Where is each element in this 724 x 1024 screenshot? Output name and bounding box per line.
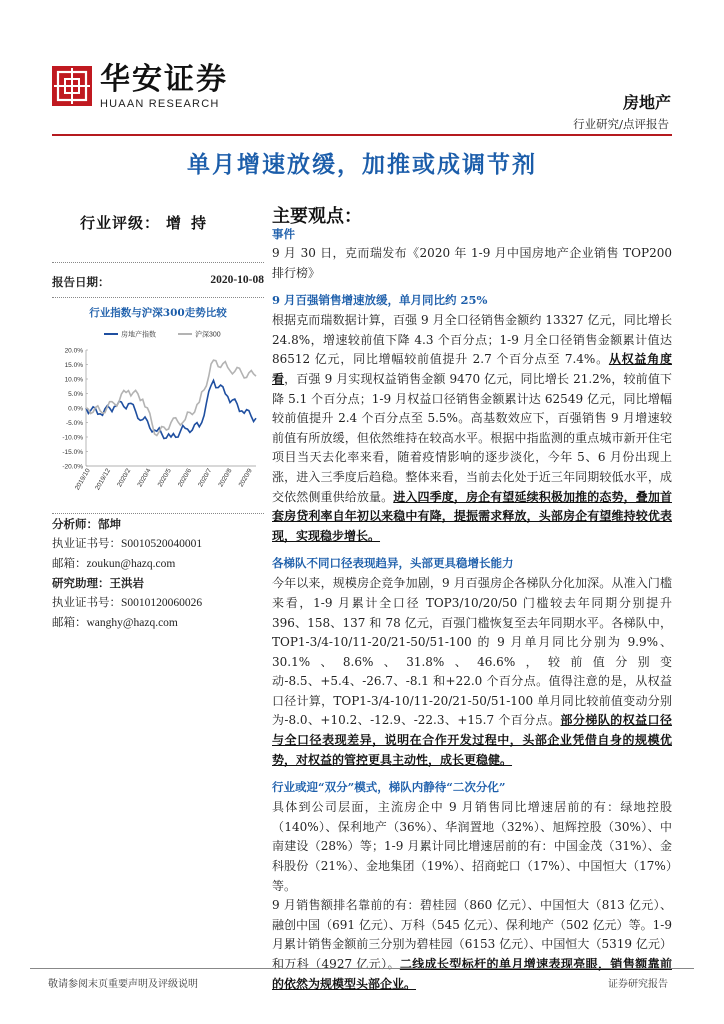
section-1-body: 根据克而瑞数据计算，百强 9 月全口径销售金额约 13327 亿元，同比增长 24.8%，增速较前值下降 4.3 个百分点；1-9 月全口径销售金额累计值达 86512 亿元，同比增幅较前值提升 2.7 个百分点至 7.4%。从权益角度看，百强 9 月实现权益销售金额 9470 亿元，同比增长 21.2%，较前值下降 5.1 个百分点；1-9 月权益口径销售金额累计达 62549 亿元，同比增幅较前值提升 2.4 个百分点至 5.5%。高基数效应下，百强销售 9 月增速较前值有所放缓，但依然维持在较高水平。根据中指监测的重点城市新开住宅项目当天去化率来看，随着疫情影响的逐步淡化，今年 5、6 月份出现上涨，进入三季度后趋稳。整体来看，当前去化处于近三年同期较低水平，成交依然侧重供给放量。进入四季度，房企有望延续积极加推的态势，叠加首套房贷利率自年初以来稳中有降，提振需求释放，头部房企有望维持较优表现，实现稳步增长。	[272, 313, 672, 543]
y-tick-label: 20.0%	[64, 347, 83, 355]
x-tick-label: 2020/7	[197, 467, 214, 489]
divider	[52, 297, 264, 298]
footer-report-type: 证券研究报告	[608, 979, 668, 990]
analyst-email-row: 邮箱：zoukun@hazq.com	[52, 556, 176, 570]
y-tick-label: 5.0%	[68, 391, 83, 398]
y-tick-label: -10.0%	[62, 434, 83, 442]
logo-mark-icon	[52, 66, 92, 106]
section-2-body: 今年以来，规模房企竞争加剧，9 月百强房企各梯队分化加深。从准入门槛来看，1-9 月累计全口径 TOP3/10/20/50 门槛较去年同期分别提升 396、158、137 和 78 亿元，百强门槛恢复至去年同期水平。各梯队中，TOP1-3/4-10/11-20/21-50/51-100 的 9 月单月同比分别为 9.9%、30.1%、8.6%、31.8%、46.6%，较前值分别变动-8.5、+5.4、-26.7、-8.1 和+22.0 个百分点。值得注意的是，从权益口径计算，TOP1-3/4-10/11-20/21-50/51-100 单月同比较前值变动分别为-8.0、+10.2、-12.9、-22.3、+15.7 个百分点。部分梯队的权益口径与全口径表现差异，说明在合作开发过程中，头部企业凭借自身的规模优势，对权益的管控更具主动性，成长更稳健。	[272, 576, 672, 767]
x-tick-label: 2020/8	[217, 467, 234, 489]
report-type: 行业研究/点评报告	[573, 117, 669, 131]
footer-disclaimer: 敬请参阅末页重要声明及评级说明	[48, 979, 198, 990]
analyst-cert-row: 执业证书号：S0010520040001	[52, 536, 203, 550]
rating-value: 增持	[166, 214, 217, 232]
analyst-block	[52, 513, 264, 633]
y-tick-label: 15.0%	[64, 362, 83, 369]
y-tick-label: 10.0%	[64, 376, 83, 384]
footer-divider	[30, 968, 694, 969]
x-tick-label: 2020/6	[176, 467, 193, 489]
sector-label: 房地产	[622, 93, 671, 112]
report-date-value: 2020-10-08	[210, 274, 264, 286]
series-line-csi300	[86, 360, 256, 435]
section-1-title: 9 月百强销售增速放缓，单月同比约 25%	[272, 293, 488, 308]
industry-rating	[80, 212, 216, 233]
section-3-body-2: 9 月销售额排名靠前的有：碧桂园（860 亿元）、中国恒大（813 亿元）、融创中国（691 亿元）、万科（545 亿元）、保利地产（502 亿元）等。1-9 月累计销售金额前三分别为碧桂园（6153 亿元）、中国恒大（5319 亿元）和万科（4927 亿元）。二线成长型标杆的单月增速表现亮眼，销售额靠前的依然为规模型头部企业。	[272, 898, 672, 991]
y-tick-label: -15.0%	[62, 449, 83, 456]
section-3-title: 行业或迎“双分”模式，梯队内静待“二次分化”	[272, 780, 506, 795]
divider	[52, 513, 264, 514]
report-date-label: 报告日期：	[52, 275, 110, 289]
index-comparison-chart	[52, 322, 264, 512]
logo-english: HUAAN RESEARCH	[100, 98, 220, 110]
event-label: 事件	[272, 227, 295, 241]
x-tick-label: 2019/10	[73, 467, 92, 492]
report-title: 单月增速放缓，加推或成调节剂	[187, 151, 537, 178]
y-tick-label: -5.0%	[66, 420, 83, 427]
analyst-name-row: 分析师：郜坤	[52, 517, 121, 531]
divider	[52, 262, 264, 263]
body-content	[272, 226, 672, 994]
x-tick-label: 2020/9	[237, 467, 254, 489]
x-tick-label: 2020/5	[156, 467, 173, 489]
report-date	[52, 274, 264, 290]
event-text: 9 月 30 日，克而瑞发布《2020 年 1-9 月中国房地产企业销售 TOP200 排行榜》	[272, 246, 672, 280]
logo-chinese: 华安证券	[100, 62, 228, 97]
x-tick-label: 2019/12	[94, 467, 112, 492]
legend-label: 沪深300	[195, 331, 221, 339]
section-3-body-1: 具体到公司层面，主流房企中 9 月销售同比增速居前的有：绿地控股（140%）、保利地产（36%）、华润置地（32%）、旭辉控股（30%）、中南建设（28%）等；1-9 月累计同比增速居前的有：中国金茂（31%）、金科股份（21%）、金地集团（19%）、招商蛇口（17%）、中国恒大（17%）等。	[272, 800, 672, 893]
assistant-email-row: 邮箱：wanghy@hazq.com	[52, 615, 178, 629]
section-2-title: 各梯队不同口径表现趋异，头部更具稳增长能力	[272, 556, 514, 571]
rating-label: 行业评级：	[80, 214, 161, 232]
series-line-property-index	[86, 380, 256, 438]
assistant-cert-row: 执业证书号：S0010120060026	[52, 595, 203, 609]
legend-label: 房地产指数	[121, 331, 156, 339]
chart-title: 行业指数与沪深300走势比较	[89, 307, 227, 319]
header-divider	[52, 134, 672, 136]
x-tick-label: 2020/2	[116, 467, 133, 489]
main-view-heading: 主要观点：	[272, 206, 362, 226]
y-tick-label: -20.0%	[62, 463, 83, 471]
x-tick-label: 2020/4	[136, 467, 153, 489]
assistant-name-row: 研究助理：王洪岩	[52, 576, 144, 590]
y-tick-label: 0.0%	[68, 405, 83, 413]
